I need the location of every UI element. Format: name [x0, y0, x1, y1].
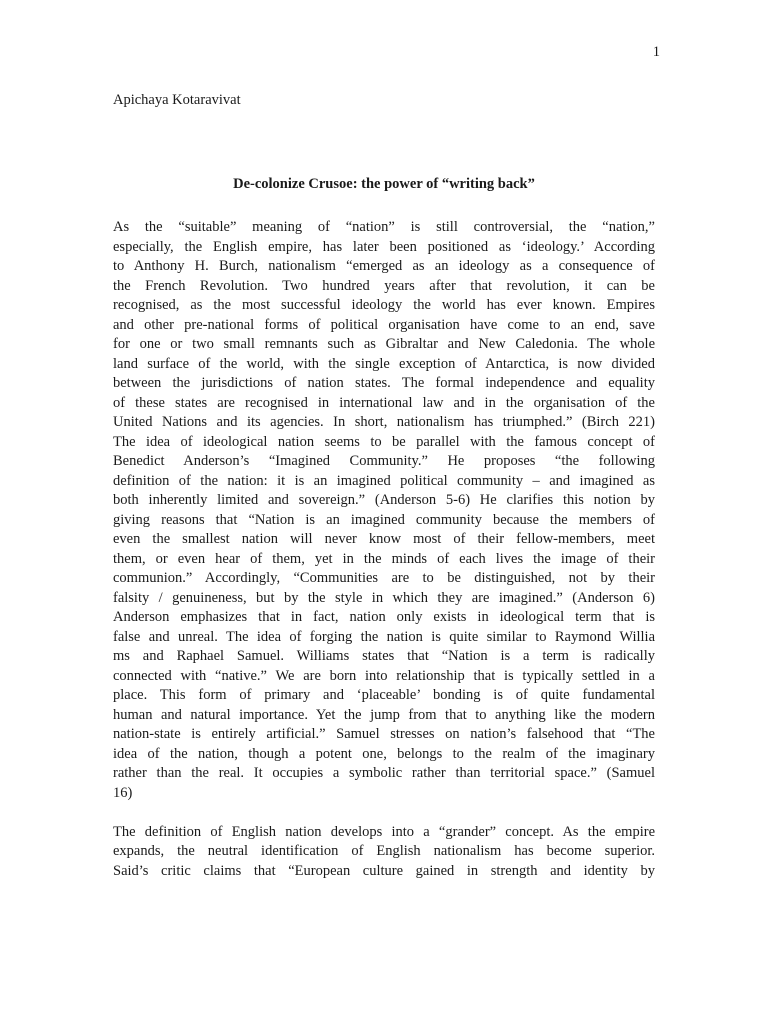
text-line: idea of the nation, though a potent one, belongs to the realm of the imaginary [113, 745, 655, 762]
text-line: 16) [113, 784, 133, 801]
text-line: falsity / genuineness, but by the style in which they are imagined.” (Anderson 6) [113, 589, 655, 606]
text-line: for one or two small remnants such as Gibraltar and New Caledonia. The whole [113, 336, 655, 352]
text-line: especially, the English empire, has later been positioned as ‘ideology.’ According [113, 238, 655, 255]
text-line: As the “suitable” meaning of “nation” is still controversial, the “nation,” [113, 219, 655, 235]
text-line: place. This form of primary and ‘placeable’ bonding is of quite fundamental [113, 687, 655, 703]
text-line: The idea of ideological nation seems to be parallel with the famous concept of [113, 433, 655, 450]
text-line: both inherently limited and sovereign.” (Anderson 5-6) He clarifies this notion by [113, 492, 655, 508]
text-line: to Anthony H. Burch, nationalism “emerged as an ideology as a consequence of [113, 258, 655, 274]
text-line: land surface of the world, with the single exception of Antarctica, is now divided [113, 355, 655, 372]
text-line: Benedict Anderson’s “Imagined Community.” He proposes “the following [113, 453, 655, 469]
document-body [113, 218, 655, 901]
text-line: false and unreal. The idea of forging the nation is quite similar to Raymond Willia [113, 628, 655, 645]
text-line: communion.” Accordingly, “Communities are to be distinguished, not by their [113, 570, 655, 586]
text-line: recognised, as the most successful ideology the world has ever known. Empires [113, 297, 655, 313]
text-line: expands, the neutral identification of English nationalism has become superior. [113, 843, 655, 859]
text-line: human and natural importance. Yet the jump from that to anything like the modern [113, 706, 655, 723]
text-line: United Nations and its agencies. In short, nationalism has triumphed.” (Birch 221) [113, 414, 655, 430]
text-line: connected with “native.” We are born into relationship that is typically settled in a [113, 667, 655, 684]
text-line: The definition of English nation develops into a “grander” concept. As the empire [113, 823, 655, 840]
text-line: Anderson emphasizes that in fact, nation only exists in ideological term that is [113, 609, 655, 625]
text-line: and other pre-national forms of political organisation have come to an end, save [113, 316, 655, 333]
text-line: the French Revolution. Two hundred years after that revolution, it can be [113, 277, 655, 294]
text-line: Said’s critic claims that “European culture gained in strength and identity by [113, 862, 655, 879]
text-line: of these states are recognised in international law and in the organisation of the [113, 394, 655, 411]
text-line: giving reasons that “Nation is an imagined community because the members of [113, 511, 655, 528]
paragraph [113, 218, 655, 803]
paragraph [113, 823, 655, 882]
text-line: rather than the real. It occupies a symbolic rather than territorial space.” (Samuel [113, 765, 655, 781]
text-line: nation-state is entirely artificial.” Samuel stresses on nation’s falsehood that “The [113, 726, 655, 742]
page-number: 1 [652, 44, 660, 60]
text-line: ms and Raphael Samuel. Williams states that “Nation is a term is radically [113, 648, 655, 664]
text-line: between the jurisdictions of nation states. The formal independence and equality [113, 375, 655, 391]
author-name: Apichaya Kotaravivat [113, 92, 241, 108]
text-line: even the smallest nation will never know most of their fellow-members, meet [113, 531, 655, 547]
text-line: definition of the nation: it is an imagined political community – and imagined as [113, 472, 655, 489]
text-line: them, or even hear of them, yet in the minds of each lives the image of their [113, 550, 655, 567]
document-title: De-colonize Crusoe: the power of “writing back” [233, 176, 535, 192]
